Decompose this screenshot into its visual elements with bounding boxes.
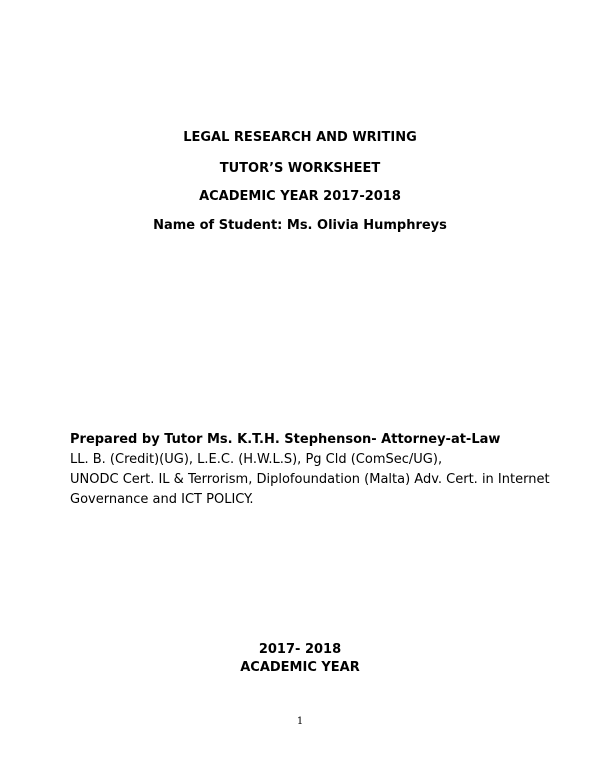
academic-year-heading: ACADEMIC YEAR 2017-2018 (199, 189, 401, 204)
credentials-line: Governance and ICT POLICY. (70, 492, 254, 507)
footer-year: 2017- 2018 (258, 642, 342, 657)
credentials-line: UNODC Cert. IL & Terrorism, Diplofoundation (Malta) Adv. Cert. in Internet (70, 472, 550, 487)
footer-academic-year: ACADEMIC YEAR (240, 660, 360, 675)
credentials-line: LL. B. (Credit)(UG), L.E.C. (H.W.L.S), Pg Cld (ComSec/UG), (70, 452, 443, 467)
worksheet-title: TUTOR’S WORKSHEET (219, 161, 381, 176)
student-name: Name of Student: Ms. Olivia Humphreys (153, 218, 447, 233)
page-number: 1 (296, 716, 304, 727)
tutor-info-block (70, 430, 550, 510)
course-title: LEGAL RESEARCH AND WRITING (183, 130, 417, 145)
prepared-by-line: Prepared by Tutor Ms. K.T.H. Stephenson- Attorney-at-Law (70, 432, 501, 447)
